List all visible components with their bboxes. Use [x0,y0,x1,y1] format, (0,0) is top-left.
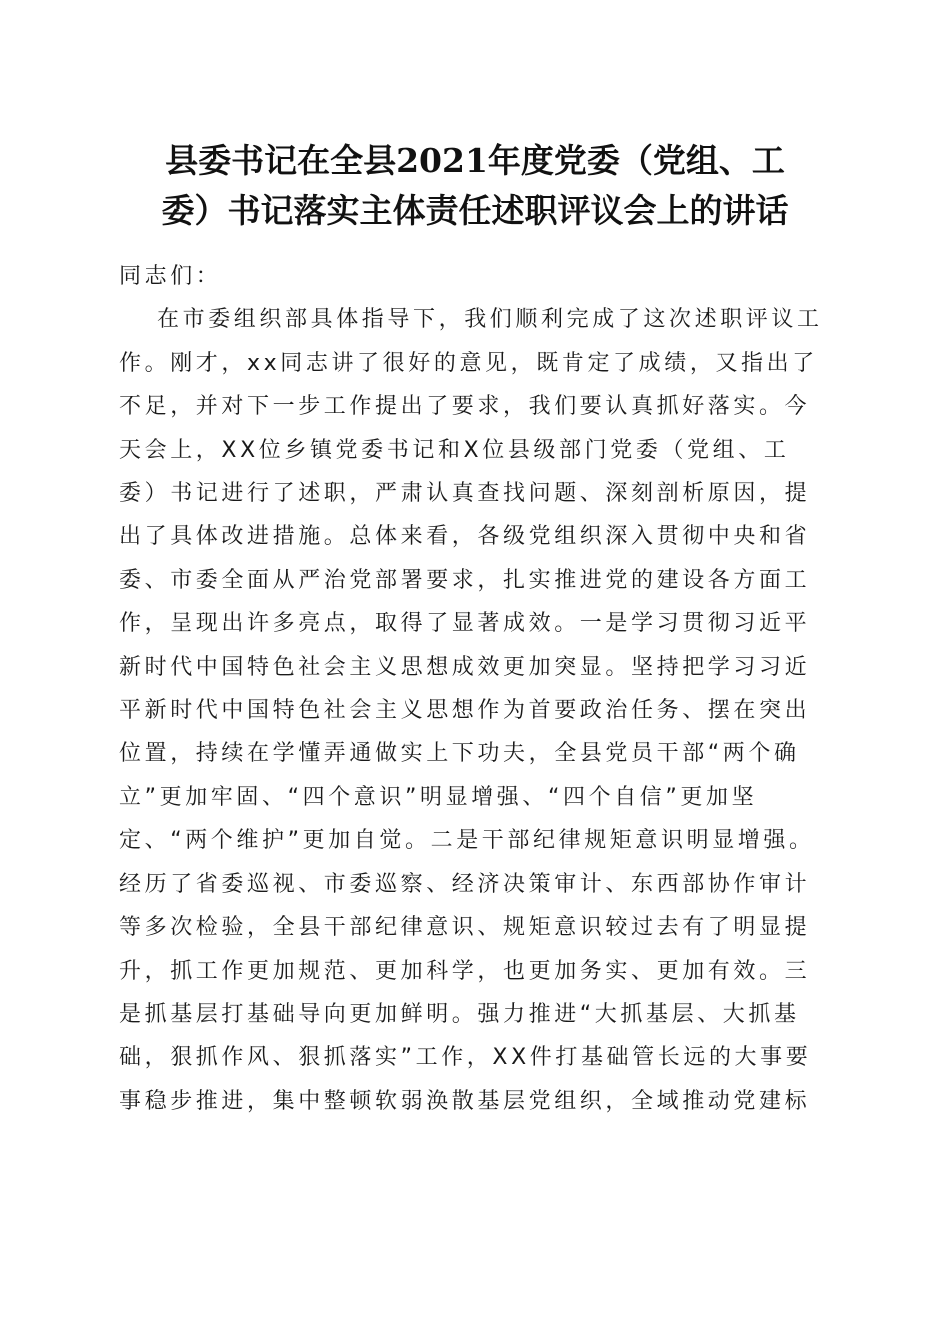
paragraph-line: 作，呈现出许多亮点，取得了显著成效。一是学习贯彻习近平 [119,611,811,637]
paragraph-line: 平新时代中国特色社会主义思想作为首要政治任务、摆在突出 [119,698,811,724]
paragraph-line: 委）书记进行了述职，严肃认真查找问题、深刻剖析原因，提 [119,481,811,507]
paragraph-line: 是抓基层打基础导向更加鲜明。强力推进“大抓基层、大抓基 [119,1001,800,1027]
paragraph-line: 位置，持续在学懂弄通做实上下功夫，全县党员干部“两个确 [119,741,800,767]
paragraph-line: 升，抓工作更加规范、更加科学，也更加务实、更加有效。三 [119,958,811,984]
paragraph-line: 出了具体改进措施。总体来看，各级党组织深入贯彻中央和省 [119,524,811,550]
paragraph-line: 事稳步推进，集中整顿软弱涣散基层党组织，全域推动党建标 [119,1088,811,1114]
paragraph-line: 经历了省委巡视、市委巡察、经济决策审计、东西部协作审计 [119,871,811,897]
paragraph-line: 不足，并对下一步工作提出了要求，我们要认真抓好落实。今 [119,394,811,420]
paragraph-line: 立”更加牢固、“四个意识”明显增强、“四个自信”更加坚 [119,784,758,810]
paragraph [119,298,839,1123]
paragraph-line: 新时代中国特色社会主义思想成效更加突显。坚持把学习习近 [119,654,811,680]
title-line-2: 委）书记落实主体责任述职评议会上的讲话 [161,191,789,230]
document-title [100,136,850,236]
paragraph-line: 础，狠抓作风、狠抓落实”工作，XX件打基础管长远的大事要 [119,1045,812,1071]
paragraph-line: 作。刚才，xx同志讲了很好的意见，既肯定了成绩，又指出了 [119,350,818,376]
salutation: 同志们： [119,264,222,289]
paragraph-line: 等多次检验，全县干部纪律意识、规矩意识较过去有了明显提 [119,915,811,941]
document-body [119,255,839,1123]
paragraph-line: 委、市委全面从严治党部署要求，扎实推进党的建设各方面工 [119,567,811,593]
paragraph-line: 定、“两个维护”更加自觉。二是干部纪律规矩意识明显增强。 [119,828,815,854]
paragraph-line: 天会上，XX位乡镇党委书记和X位县级部门党委（党组、工 [119,437,790,463]
title-line-1: 县委书记在全县2021年度党委（党组、工 [165,141,785,180]
paragraph-line: 在市委组织部具体指导下，我们顺利完成了这次述职评议工 [157,307,823,333]
